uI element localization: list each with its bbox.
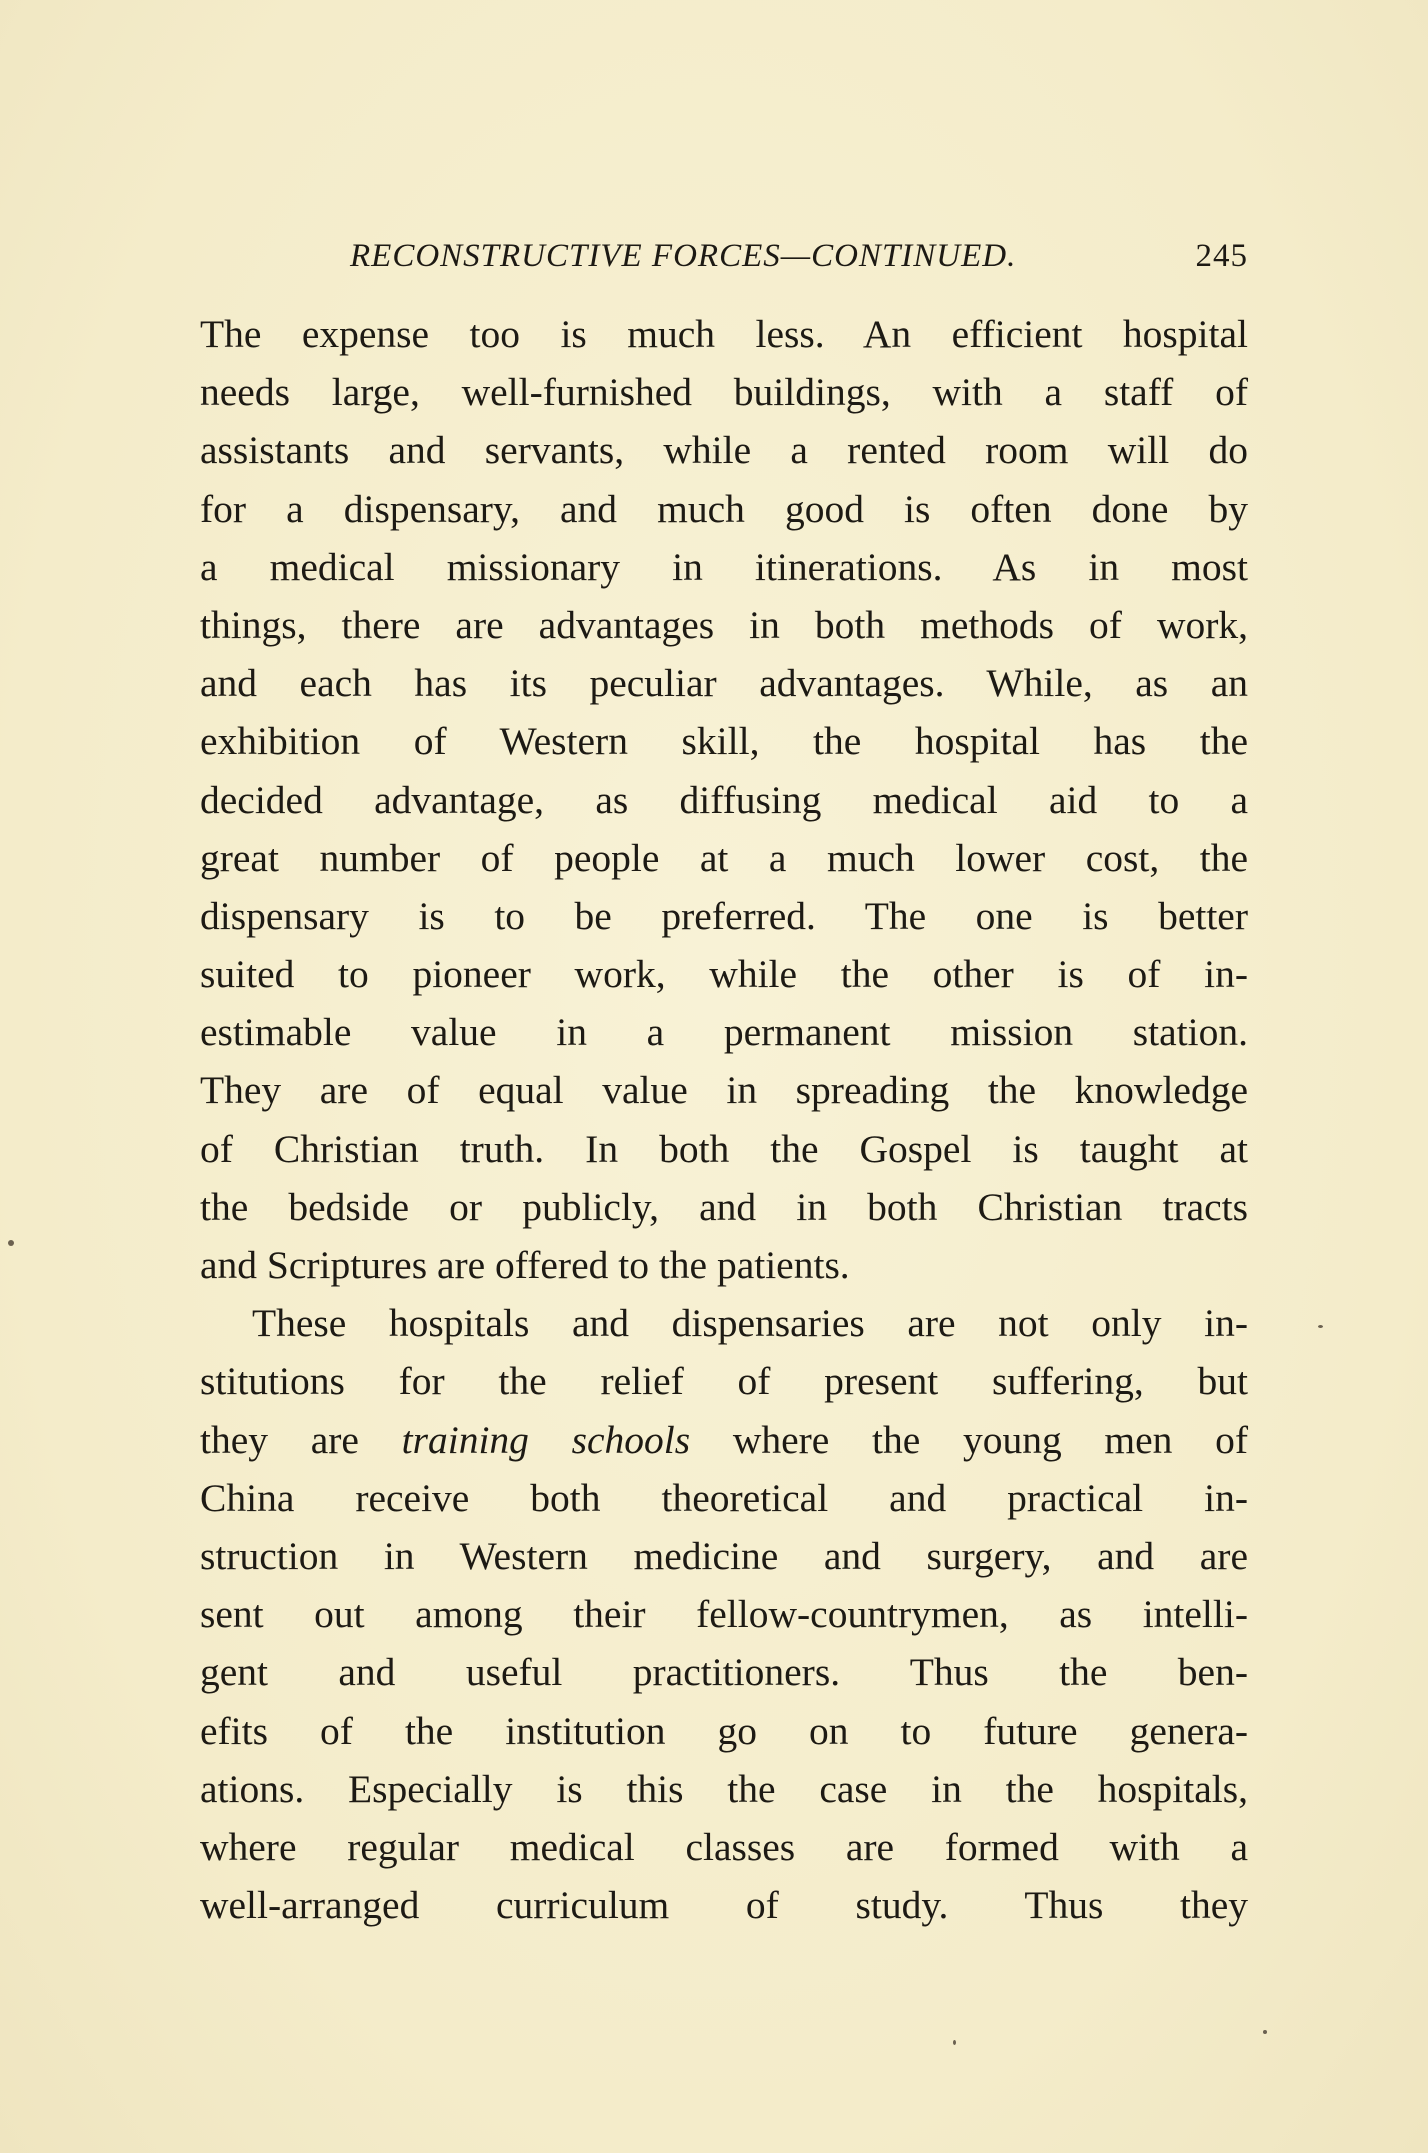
text-line: of Christian truth. In both the Gospel is taught at bbox=[200, 1126, 1248, 1171]
text-line: and each has its peculiar advantages. While, as an bbox=[200, 661, 1248, 706]
text-line: estimable value in a permanent mission station. bbox=[200, 1010, 1248, 1055]
text-line: gent and useful practitioners. Thus the ben- bbox=[200, 1650, 1248, 1695]
paper-speck bbox=[8, 1240, 14, 1246]
body-text bbox=[200, 305, 1248, 1934]
running-title: RECONSTRUCTIVE FORCES—CONTINUED. bbox=[350, 238, 1017, 274]
text-run: they are bbox=[200, 1417, 402, 1462]
text-line: sent out among their fellow-countrymen, as intelli- bbox=[200, 1592, 1248, 1637]
paragraph-end-line: and Scriptures are offered to the patients. bbox=[200, 1243, 850, 1287]
text-line: decided advantage, as diffusing medical aid to a bbox=[200, 777, 1248, 822]
text-line: things, there are advantages in both methods of work, bbox=[200, 602, 1248, 647]
text-line: dispensary is to be preferred. The one is better bbox=[200, 893, 1248, 938]
text-line: great number of people at a much lower cost, the bbox=[200, 835, 1248, 880]
text-line: struction in Western medicine and surgery, and are bbox=[200, 1533, 1248, 1578]
text-line: a medical missionary in itinerations. As in most bbox=[200, 544, 1248, 589]
paper-speck bbox=[1263, 2030, 1267, 2034]
text-line: The expense too is much less. An efficient hospital bbox=[200, 312, 1248, 356]
text-line-with-emphasis bbox=[200, 1411, 1248, 1469]
page-number: 245 bbox=[1195, 238, 1248, 274]
text-line: needs large, well-furnished buildings, with a staff of bbox=[200, 370, 1248, 415]
text-line: China receive both theoretical and practical in- bbox=[200, 1475, 1248, 1520]
paper-speck bbox=[953, 2040, 956, 2045]
text-line: stitutions for the relief of present suffering, but bbox=[200, 1359, 1248, 1404]
text-line: for a dispensary, and much good is often done by bbox=[200, 486, 1248, 531]
text-line: They are of equal value in spreading the knowledge bbox=[200, 1068, 1248, 1113]
text-line: exhibition of Western skill, the hospital has the bbox=[200, 719, 1248, 764]
text-line: where regular medical classes are formed with a bbox=[200, 1824, 1248, 1869]
text-line: efits of the institution go on to future genera- bbox=[200, 1708, 1248, 1753]
text-line: assistants and servants, while a rented room will do bbox=[200, 428, 1248, 473]
text-line: the bedside or publicly, and in both Christian tracts bbox=[200, 1184, 1248, 1229]
text-line: well-arranged curriculum of study. Thus they bbox=[200, 1883, 1248, 1928]
text-run: where the young men of bbox=[690, 1417, 1249, 1462]
text-line: ations. Especially is this the case in the hospitals, bbox=[200, 1766, 1248, 1811]
italic-emphasis: training schools bbox=[401, 1417, 691, 1462]
text-line: suited to pioneer work, while the other is of in- bbox=[200, 952, 1248, 997]
paragraph-start-line: These hospitals and dispensaries are not only in- bbox=[252, 1301, 1248, 1346]
paper-speck bbox=[1318, 1325, 1323, 1328]
page-header bbox=[200, 238, 1248, 288]
